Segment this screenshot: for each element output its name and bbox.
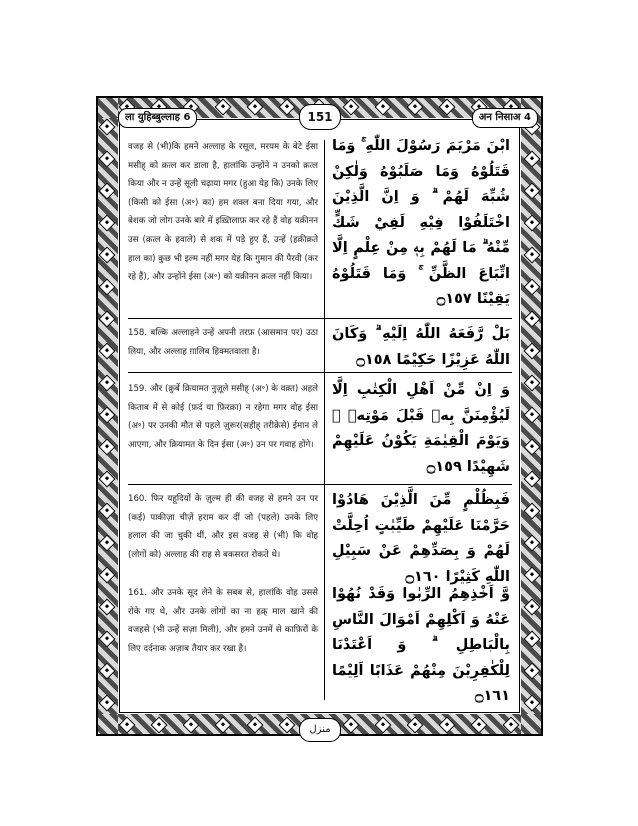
section-divider (128, 484, 512, 485)
hindi-translation-161: 161. और उनके सूद लेने के सबब से, हालांकि वोह उससे रोके गए थे, और उनके लोगों का ना हक़् माल खाने की वजहसे (भी उन्हें सज़ा मिली), और हमने उनमें से काफ़िरों के लिए दर्दनाक अज़ाब तैयार कर रखा है। (128, 588, 318, 654)
page-number: 151 (299, 104, 341, 130)
arabic-verse-160: فَبِظُلْمٍ مِّنَ الَّذِيْنَ هَادُوْا حَرَّمْنَا عَلَيْهِمْ طَيِّبٰتٍ اُحِلَّتْ لَهُمْ وَ بِصَدِّهِمْ عَنْ سَبِيْلِ اللّٰهِ كَثِيْرًا ۝١٦٠ (332, 492, 510, 585)
hindi-translation-160: 160. फिर यहूदियों के ज़ुल्म ही की वजह से हमने उन पर (कई) पाकीज़ा चीज़ें हराम कर दीं जो (पहले) उनके लिए हलाल की जा चुकी थीं, और इस वजह से (भी) कि वोह (लोगों को) अल्लाह की राह से बकसरत रोकते थे। (128, 494, 318, 560)
header-left-title: ला युहिब्बुल्लाह 6 (118, 108, 197, 128)
hindi-translation-159: 159. और (क़ुर्बे क़ियामत नुज़ूले मसीह् (अ॰) के वक़्त) अहले किताब में से कोई (फ़र्द या फ़िरक़ा) न रहेगा मगर वोह ईसा (अ॰) पर उनकी मौत से पहले ज़ुरूर(सहीह् तरीक़ेसे) ईमान ले आएगा, और क़ियामत के दिन ईसा (अ॰) उन पर गवाह होंगे। (128, 384, 318, 450)
header-right-title: अन निसाअ 4 (472, 108, 538, 128)
column-divider (324, 140, 325, 700)
arabic-verse-161: وَّ اَخْذِهِمُ الرِّبٰوا وَقَدْ نُهُوْا عَنْهُ وَ اَكْلِهِمْ اَمْوَالَ النَّاسِ بِالْبَاطِلِ ۗ وَ اَعْتَدْنَا لِلْكٰفِرِيْنَ مِنْهُمْ عَذَابًا اَلِيْمًا ۝١٦١ (332, 586, 510, 704)
section-divider (128, 318, 512, 319)
section-divider (128, 372, 512, 373)
hindi-translation-158: 158. बल्कि अल्लाहने उन्हें अपनी तरफ़ (आसमान पर) उठा लिया, और अल्लाह ग़ालिब हिक्मतवाला है। (128, 328, 318, 357)
arabic-verse-159: وَ اِنْ مِّنْ اَهْلِ الْكِتٰبِ اِلَّا لَيُؤْمِنَنَّ بِهٖ قَبْلَ مَوْتِهٖ ۚ وَيَوْمَ الْقِيٰمَةِ يَكُوْنُ عَلَيْهِمْ شَهِيْدًا ۝١٥٩ (332, 382, 510, 475)
hindi-translation-157: वजह से (भी)कि हमने अल्लाह के रसूल, मरयम के बेटे ईसा मसीह् को क़त्ल कर डाला है, हालांकि उन्होंने न उनको क़त्ल किया और न उन्हें सूली चढ़ाया मगर (हुआ येह कि) उनके लिए (किसी को ईसा (अ॰) का) हम शक्ल बना दिया गया, और बेशक जो लोग उनके बारे में इख़्तिलाफ़ कर रहे हैं वोह यक़ीनन उस (क़त्ल के हवाले) से शक में पड़े हुए हैं, उन्हें (हक़ीक़ते हाल का) कुछ भी इल्म नहीं मगर येह कि गुमान की पैरवी (कर रहे हैं), और उन्होंने ईसा (अ॰) को यक़ीनन क़त्ल नहीं किया। (128, 142, 318, 283)
arabic-verse-157: ابْنَ مَرْيَمَ رَسُوْلَ اللّٰهِ ۚ وَمَا قَتَلُوْهُ وَمَا صَلَبُوْهُ وَلٰكِنْ شُبِّهَ لَهُمْ ۗ وَ اِنَّ الَّذِيْنَ اخْتَلَفُوْا فِيْهِ لَفِيْ شَكٍّ مِّنْهُ ۗ مَا لَهُمْ بِهٖ مِنْ عِلْمٍ اِلَّا اتِّبَاعَ الظَّنِّ ۚ وَمَا قَتَلُوْهُ يَقِيْنًا ۝١٥٧ (332, 138, 510, 307)
manzil-marker: منزل (299, 718, 341, 742)
arabic-verse-158: بَلْ رَّفَعَهُ اللّٰهُ اِلَيْهِ ۗ وَكَانَ اللّٰهُ عَزِيْزًا حَكِيْمًا ۝١٥٨ (332, 326, 510, 368)
